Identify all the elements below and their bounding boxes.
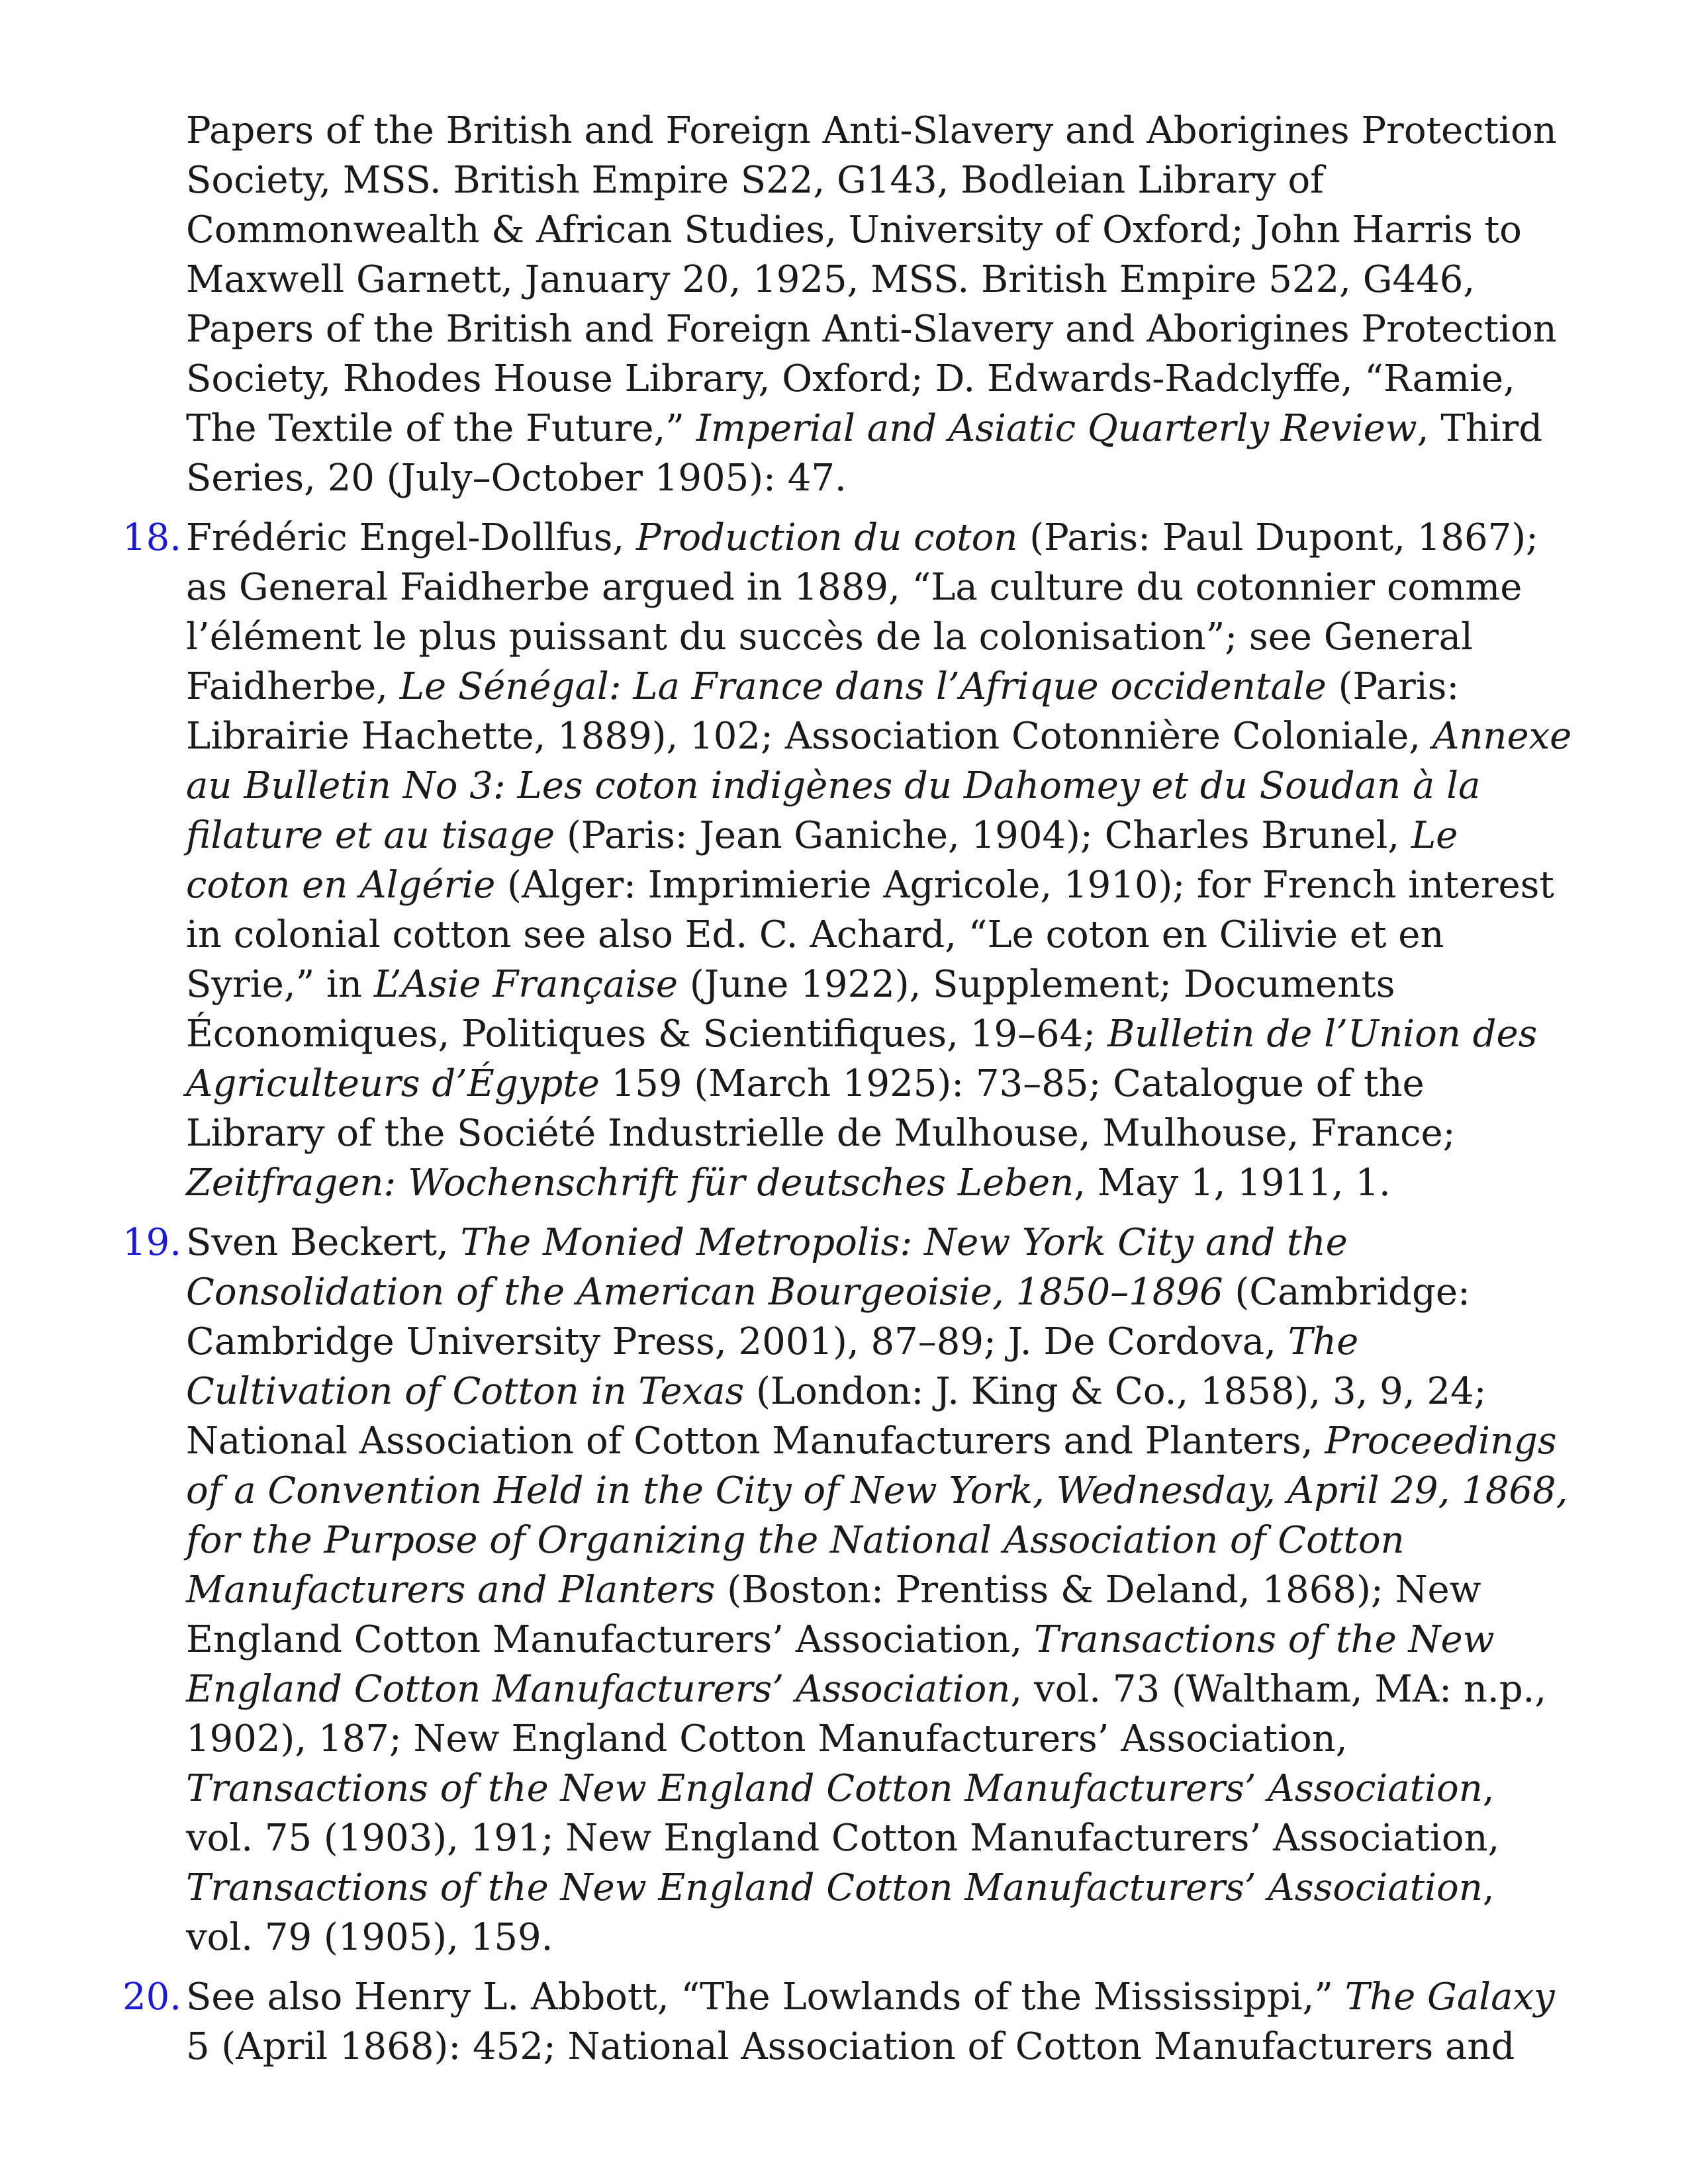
endnote-text [186, 106, 1572, 503]
citation-text: (London: J. King & Co., 1858), 3, 9, 24; National Association of Cotton Manufacturers and Planters, [186, 1370, 1487, 1463]
italic-title: Transactions of the New England Cotton Manufacturers’ Association [186, 1618, 1495, 1711]
endnote-number-link[interactable]: 19. [122, 1221, 182, 1264]
italic-title: Imperial and Asiatic Quarterly Review [696, 407, 1417, 450]
endnote [122, 513, 1572, 1208]
endnote-text [186, 513, 1572, 1208]
citation-text: 5 (April 1868): 452; National Association of Cotton Manufacturers and [186, 2025, 1515, 2068]
citation-text: (Paris: Paul Dupont, 1867); as General Faidherbe argued in 1889, “La culture du cotonnier comme l’élément le plus puissant du succès de la colonisation”; see General Faidherbe, [186, 516, 1538, 708]
italic-title: Proceedings of a Convention Held in the City of New York, Wednesday, April 29, 1868, for the Purpose of Organizing the National Association of Cotton Manufacturers and Planters [186, 1420, 1568, 1612]
endnote [122, 1218, 1572, 1962]
italic-title: Le Sénégal: La France dans l’Afrique occidentale [399, 665, 1327, 708]
endnote-text [186, 1972, 1572, 2071]
italic-title: Transactions of the New England Cotton Manufacturers’ Association [186, 1866, 1483, 1909]
endnote-text [186, 1218, 1572, 1962]
italic-title: Transactions of the New England Cotton Manufacturers’ Association [186, 1767, 1483, 1810]
italic-title: The Galaxy [1344, 1976, 1555, 2019]
citation-text: (Boston: Prentiss & Deland, 1868); New England Cotton Manufacturers’ Association, [186, 1569, 1481, 1661]
italic-title: The Monied Metropolis: New York City and the Consolidation of the American Bourgeoisie, 1850–1896 [186, 1221, 1348, 1314]
italic-title: Production du coton [635, 516, 1018, 559]
citation-text: (Cambridge: Cambridge University Press, 2001), 87–89; J. De Cordova, [186, 1271, 1470, 1363]
citation-text: , vol. 75 (1903), 191; New England Cotton Manufacturers’ Association, [186, 1767, 1500, 1860]
endnotes-page [122, 106, 1572, 2081]
endnote [122, 106, 1572, 503]
citation-text: Frédéric Engel-Dollfus, [186, 516, 636, 559]
citation-text: (Alger: Imprimierie Agricole, 1910); for French interest in colonial cotton see also Ed. C. Achard, “Le coton en Cilivie et en Syrie,” in [186, 864, 1554, 1006]
citation-text: Papers of the British and Foreign Anti-Slavery and Aborigines Protection Society, MSS. British Empire S22, G143, Bodleian Library of Commonwealth & African Studies, University of Oxford; John Harris to Maxwell Garnett, January 20, 1925, MSS. British Empire 522, G446, Papers of the British and Foreign Anti-Slavery and Aborigines Protection Society, Rhodes House Library, Oxford; D. Edwards-Radclyffe, “Ramie, The Textile of the Future,” [186, 109, 1557, 450]
citation-text: , Third Series, 20 (July–October 1905): 47. [186, 407, 1543, 500]
citation-text: (June 1922), Supplement; Documents Économiques, Politiques & Scientifiques, 19–64; [186, 963, 1395, 1056]
citation-text: (Paris: Librairie Hachette, 1889), 102; Association Cotonnière Coloniale, [186, 665, 1460, 758]
italic-title: Le coton en Algérie [186, 814, 1458, 907]
italic-title: Annexe au Bulletin No 3: Les coton indigènes du Dahomey et du Soudan à la filature et au tisage [186, 715, 1572, 857]
italic-title: Bulletin de l’Union des Agriculteurs d’Égypte [186, 1013, 1538, 1105]
endnote-number-link[interactable]: 18. [122, 516, 182, 559]
citation-text: , May 1, 1911, 1. [1074, 1161, 1391, 1205]
citation-text: See also Henry L. Abbott, “The Lowlands of the Mississippi,” [186, 1976, 1345, 2019]
italic-title: The Cultivation of Cotton in Texas [186, 1320, 1359, 1413]
citation-text: , vol. 73 (Waltham, MA: n.p., 1902), 187; New England Cotton Manufacturers’ Association, [186, 1668, 1547, 1760]
italic-title: Zeitfragen: Wochenschrift für deutsches Leben [186, 1161, 1074, 1205]
endnote-number-link[interactable]: 20. [122, 1976, 182, 2019]
citation-text: Sven Beckert, [186, 1221, 461, 1264]
italic-title: L’Asie Française [373, 963, 679, 1006]
endnote [122, 1972, 1572, 2071]
citation-text: , vol. 79 (1905), 159. [186, 1866, 1495, 1959]
citation-text: (Paris: Jean Ganiche, 1904); Charles Brunel, [555, 814, 1411, 857]
citation-text: 159 (March 1925): 73–85; Catalogue of the Library of the Société Industrielle de Mulhouse, Mulhouse, France; [186, 1062, 1456, 1155]
